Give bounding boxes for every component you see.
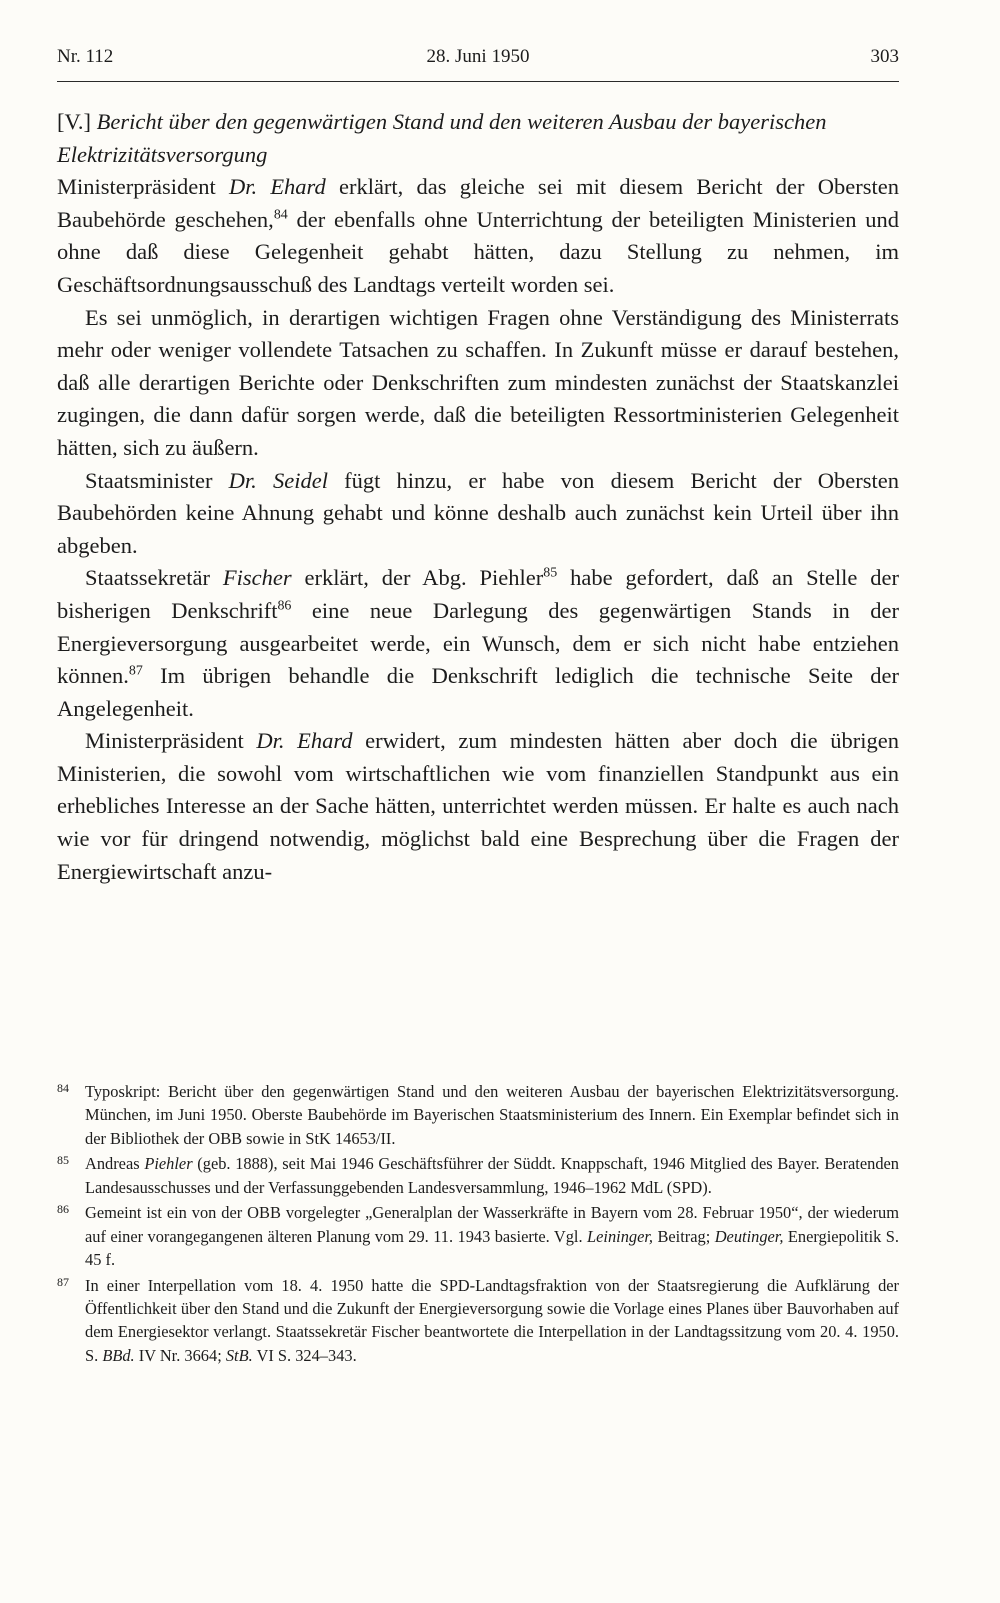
speaker-name: Fischer <box>222 565 292 591</box>
header-rule <box>57 81 899 82</box>
footnote-number: 85 <box>57 1153 69 1168</box>
footnote-87: 87 In einer Interpellation vom 18. 4. 1950 hatte die SPD-Landtagsfraktion von der Staatsregierung die Aufklärung der Öffentlichkeit über den Stand und die Zukunft der Energieversorgung sowie die Vorlage eines Planes über Bauvorhaben auf dem Energiesektor verlangt. Staatssekretär Fischer beantwortete die Interpellation in der Landtagssitzung vom 20. 4. 1950. S. BBd. IV Nr. 3664; StB. VI S. 324–343. <box>57 1274 899 1367</box>
footnote-number: 87 <box>57 1274 69 1289</box>
footnote-ref: 86 <box>277 598 292 614</box>
paragraph-5: Ministerpräsident Dr. Ehard erwidert, zum mindesten hätten aber doch die übrigen Ministerien, die sowohl vom wirtschaftlichen wie vom finanziellen Standpunkt aus ein erhebliches Interesse an der Sache hätten, unterrichtet werden müssen. Er halte es auch nach wie vor für dringend notwendig, möglichst bald eine Besprechung über die Fragen der Energiewirtschaft anzu- <box>57 728 899 884</box>
footnote-number: 86 <box>57 1202 69 1217</box>
paragraph-2: Es sei unmöglich, in derartigen wichtigen Fragen ohne Verständigung des Ministerrats mehr oder weniger vollendete Tatsachen zu schaffen. In Zukunft müsse er darauf bestehen, daß alle derartigen Berichte oder Denkschriften zum mindesten zunächst der Staatskanzlei zugingen, die dann dafür sorgen werde, daß die beteiligten Ressortministerien Gelegenheit hätten, sich zu äußern. <box>57 304 899 460</box>
section-number: [V.] <box>57 109 91 134</box>
footnote-number: 84 <box>57 1081 69 1095</box>
footnote-ref: 85 <box>543 565 558 581</box>
paragraph-4: Staatssekretär Fischer erklärt, der Abg. Piehler$^{85}$ habe gefordert, daß an Stelle der bisherigen Denkschrift$^{86}$ eine neue Darlegung des gegenwärtigen Stands in der Energieversorgung ausgearbeitet werde, ein Wunsch, dem er sich nicht habe entziehen können.$^{87}$ Im übrigen behandle die Denkschrift lediglich die technische Seite der Angelegenheit. <box>57 565 899 721</box>
speaker-name: Dr. Seidel <box>228 467 328 493</box>
speaker-name: Dr. Ehard <box>256 728 353 754</box>
paragraph-3: Staatsminister Dr. Seidel fügt hinzu, er habe von diesem Bericht der Obersten Baubehörden keine Ahnung gehabt und könne deshalb auch zunächst kein Urteil über ihn abgeben. <box>57 467 899 558</box>
footnotes <box>57 1080 899 1370</box>
header-date: 28. Juni 1950 <box>426 46 530 67</box>
footnote-86: 86 Gemeint ist ein von der OBB vorgelegter „Generalplan der Wasserkräfte in Bayern vom 28. Februar 1950“, der wiederum auf einer vorangegangenen älteren Planung vom 29. 11. 1943 basierte. Vgl. Leininger, Beitrag; Deutinger, Energiepolitik S. 45 f. <box>57 1201 899 1271</box>
footnote-ref: 84 <box>273 207 288 223</box>
running-header <box>57 46 899 80</box>
footnote-ref: 87 <box>128 663 143 679</box>
section-heading <box>57 106 899 171</box>
issue-number: Nr. 112 <box>57 46 114 67</box>
page-number: 303 <box>870 46 899 67</box>
footnote-85: 85 Andreas Piehler (geb. 1888), seit Mai 1946 Geschäftsführer der Süddt. Knappschaft, 1946 Mitglied des Bayer. Beratenden Landesausschusses und der Verfassunggebenden Landesversammlung, 1946–1962 MdL (SPD). <box>57 1152 899 1199</box>
speaker-name: Dr. Ehard <box>228 174 326 200</box>
footnote-84: 84 Typoskript: Bericht über den gegenwärtigen Stand und den weiteren Ausbau der bayerischen Elektrizitätsversorgung. München, im Juni 1950. Oberste Baubehörde im Bayerischen Staatsministerium des Innern. Ein Exemplar befindet sich in der Bibliothek der OBB sowie in StK 14653/II. <box>57 1080 899 1150</box>
section-title: Bericht über den gegenwärtigen Stand und den weiteren Ausbau der bayerischen Elektrizitätsversorgung <box>57 109 827 167</box>
paragraph-1: Ministerpräsident Dr. Ehard erklärt, das gleiche sei mit diesem Bericht der Obersten Baubehörde geschehen,$^{84}$ der ebenfalls ohne Unterrichtung der beteiligten Ministerien und ohne daß diese Gelegenheit gehabt hätten, dazu Stellung zu nehmen, im Geschäftsordnungsausschuß des Landtags verteilt worden sei. <box>57 174 899 297</box>
main-text <box>57 106 899 888</box>
